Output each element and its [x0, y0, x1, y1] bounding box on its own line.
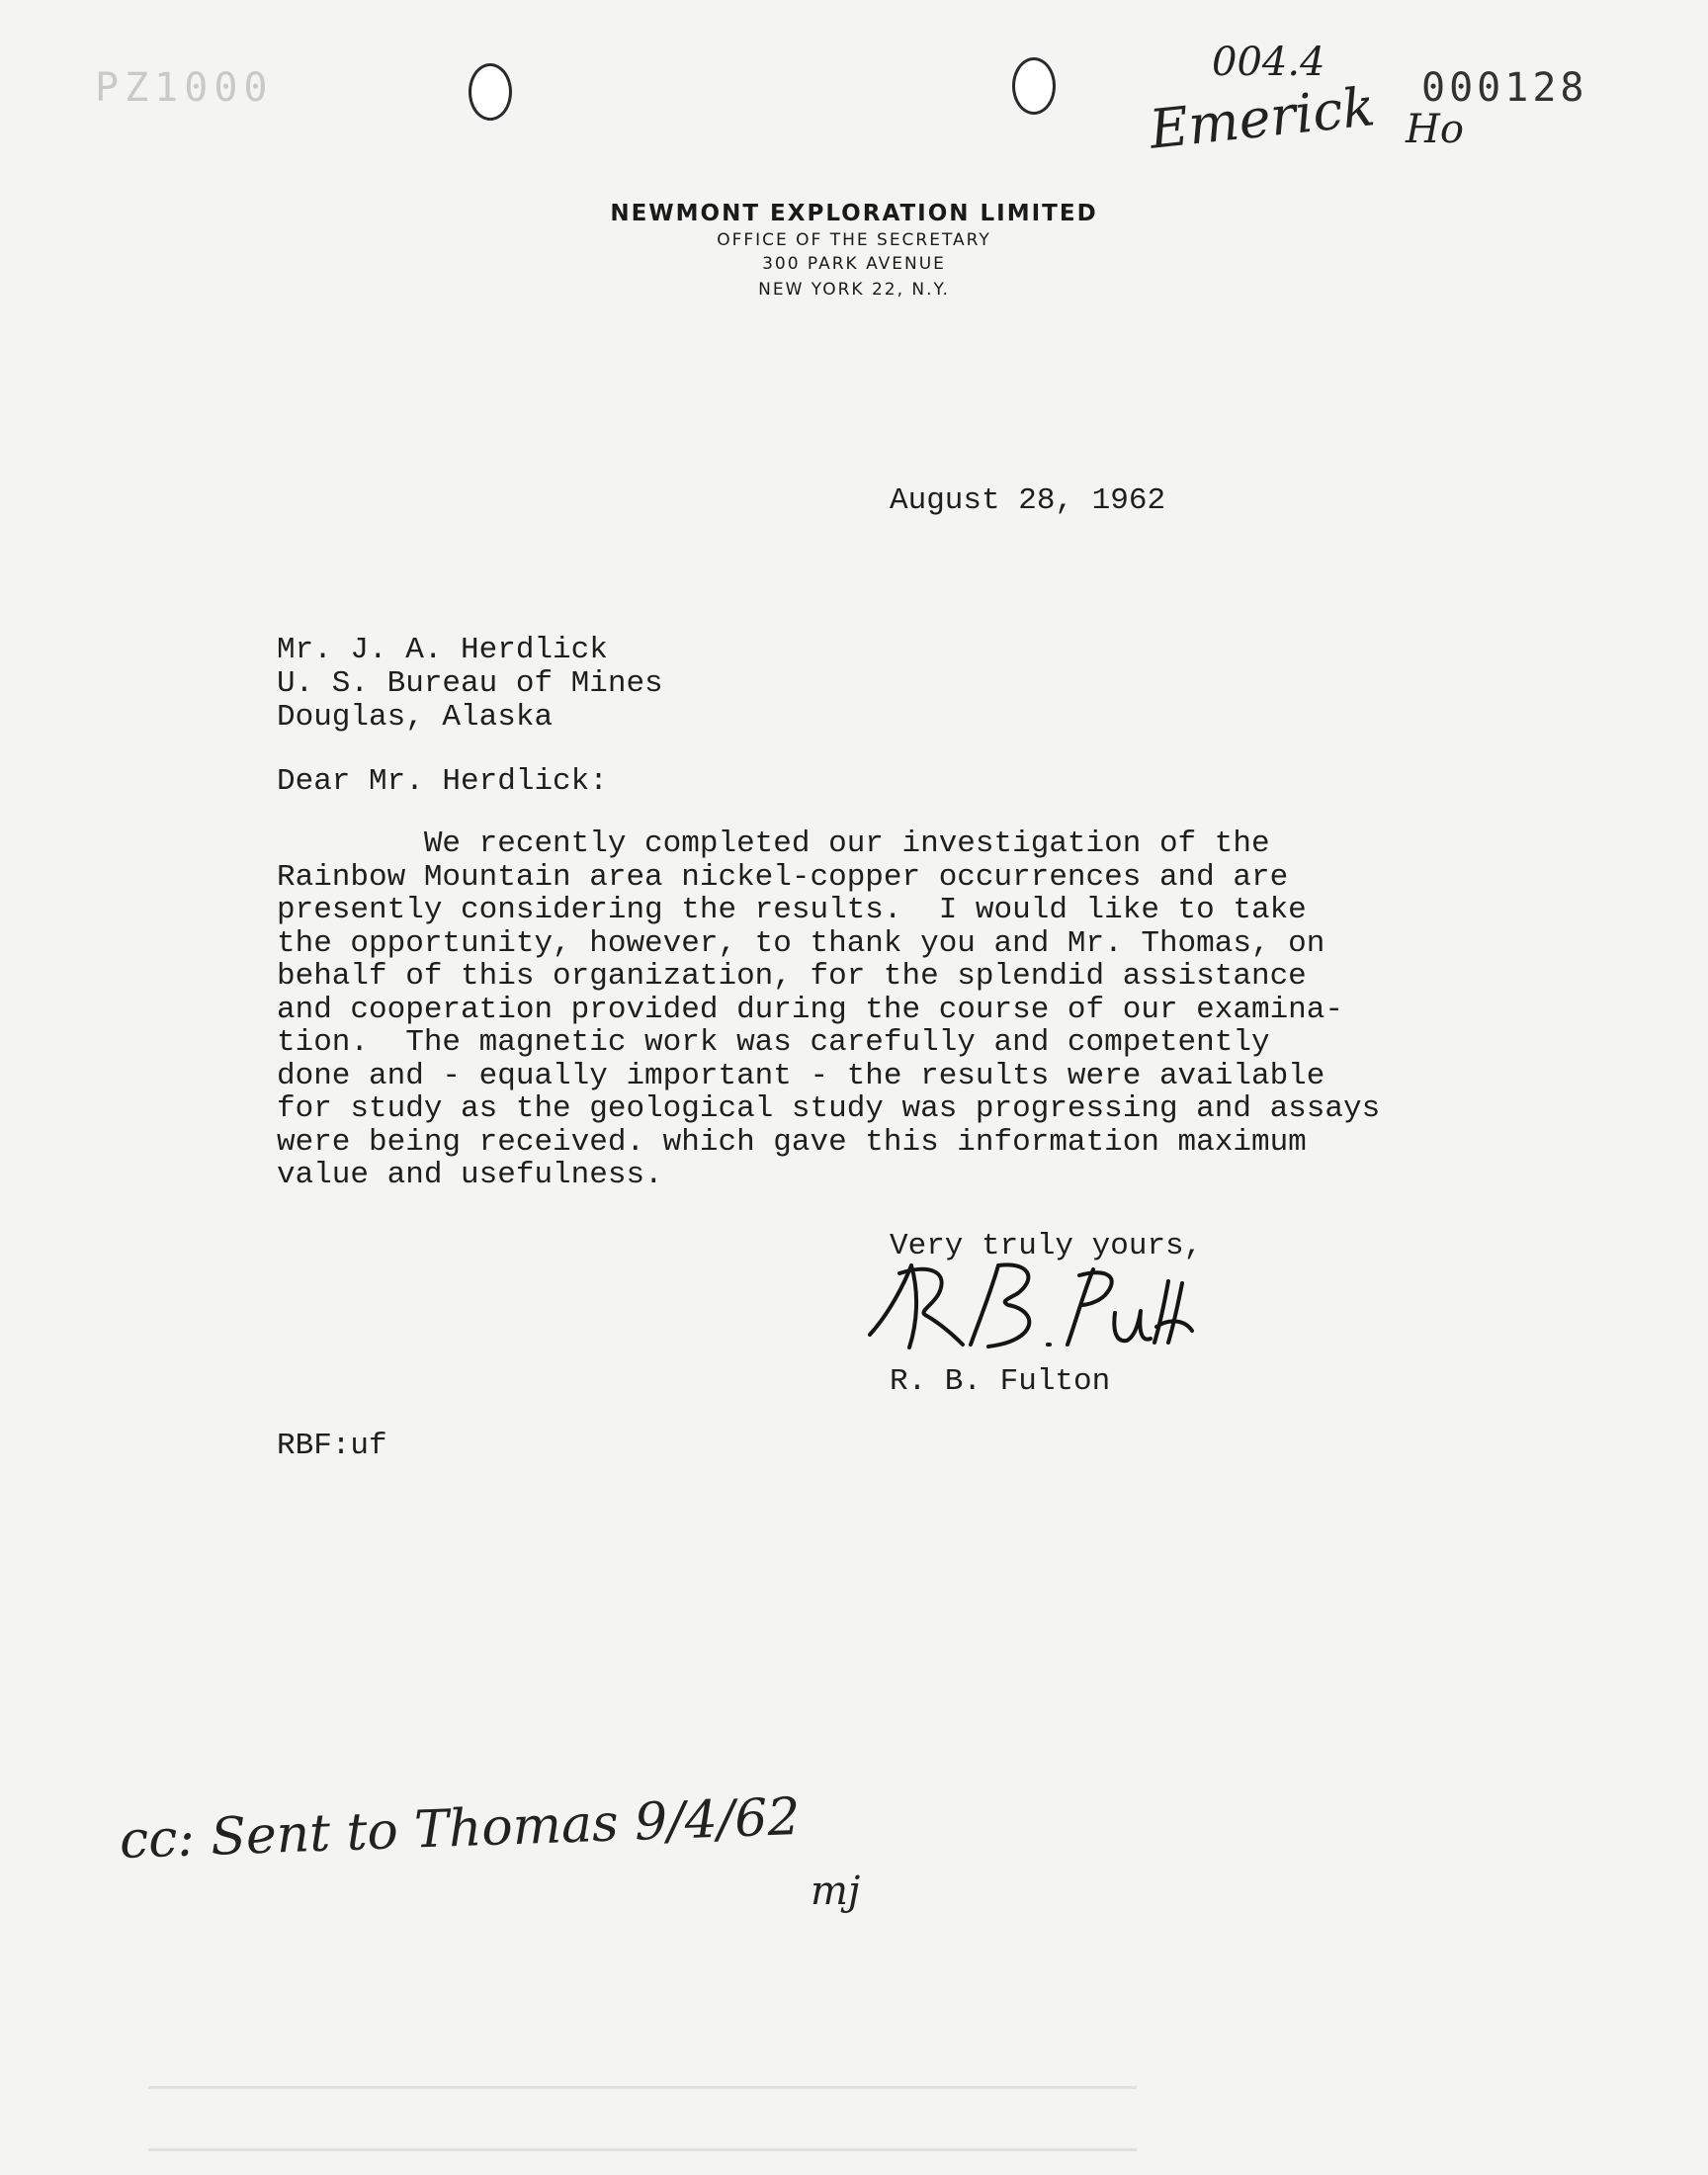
- handwritten-initials: Ho: [1406, 107, 1464, 152]
- body-line: for study as the geological study was progressing and assays: [277, 1091, 1381, 1126]
- body-line: value and usefulness.: [277, 1158, 663, 1192]
- letterhead-office: OFFICE OF THE SECRETARY: [717, 230, 991, 250]
- body-line: behalf of this organization, for the splendid assistance: [277, 959, 1307, 994]
- salutation: Dear Mr. Herdlick:: [277, 764, 608, 799]
- body-line: Rainbow Mountain area nickel-copper occurrences and are: [277, 859, 1289, 895]
- recipient-name: Mr. J. A. Herdlick: [277, 633, 608, 667]
- document-stamp-number: 000128: [1421, 65, 1588, 111]
- body-line: tion. The magnetic work was carefully and competently: [277, 1025, 1270, 1060]
- recipient-location: Douglas, Alaska: [277, 700, 554, 735]
- handwritten-signature: [860, 1254, 1196, 1362]
- bleed-through-number: PZ1000: [95, 65, 274, 111]
- body-line: and cooperation provided during the course of our examina-: [277, 992, 1343, 1027]
- signer-name: R. B. Fulton: [890, 1364, 1111, 1399]
- letterhead-street: 300 PARK AVENUE: [762, 254, 946, 274]
- punch-hole-right: [1012, 57, 1056, 115]
- letter-date: August 28, 1962: [890, 483, 1166, 518]
- recipient-organization: U. S. Bureau of Mines: [277, 666, 663, 701]
- handwritten-name: Emerick: [1147, 75, 1378, 161]
- body-line: done and - equally important - the results were available: [277, 1058, 1325, 1093]
- body-line: the opportunity, however, to thank you and Mr. Thomas, on: [277, 925, 1325, 961]
- letterhead-company: NEWMONT EXPLORATION LIMITED: [610, 201, 1098, 226]
- bleed-through-bottom: [148, 2086, 1137, 2151]
- letter-body: [277, 827, 1380, 1192]
- body-line: We recently completed our investigation of the: [277, 826, 1270, 861]
- handwritten-cc-initials: mj: [811, 1869, 861, 1914]
- closing: Very truly yours,: [890, 1229, 1203, 1263]
- punch-hole-left: [469, 63, 512, 121]
- reference-initials: RBF:uf: [277, 1429, 387, 1463]
- handwritten-cc-note: cc: Sent to Thomas 9/4/62: [119, 1786, 802, 1870]
- letterhead-city: NEW YORK 22, N.Y.: [758, 280, 950, 300]
- body-line: were being received. which gave this information maximum: [277, 1124, 1307, 1160]
- handwritten-file-number: 004.4: [1212, 40, 1325, 85]
- body-line: presently considering the results. I would like to take: [277, 893, 1307, 927]
